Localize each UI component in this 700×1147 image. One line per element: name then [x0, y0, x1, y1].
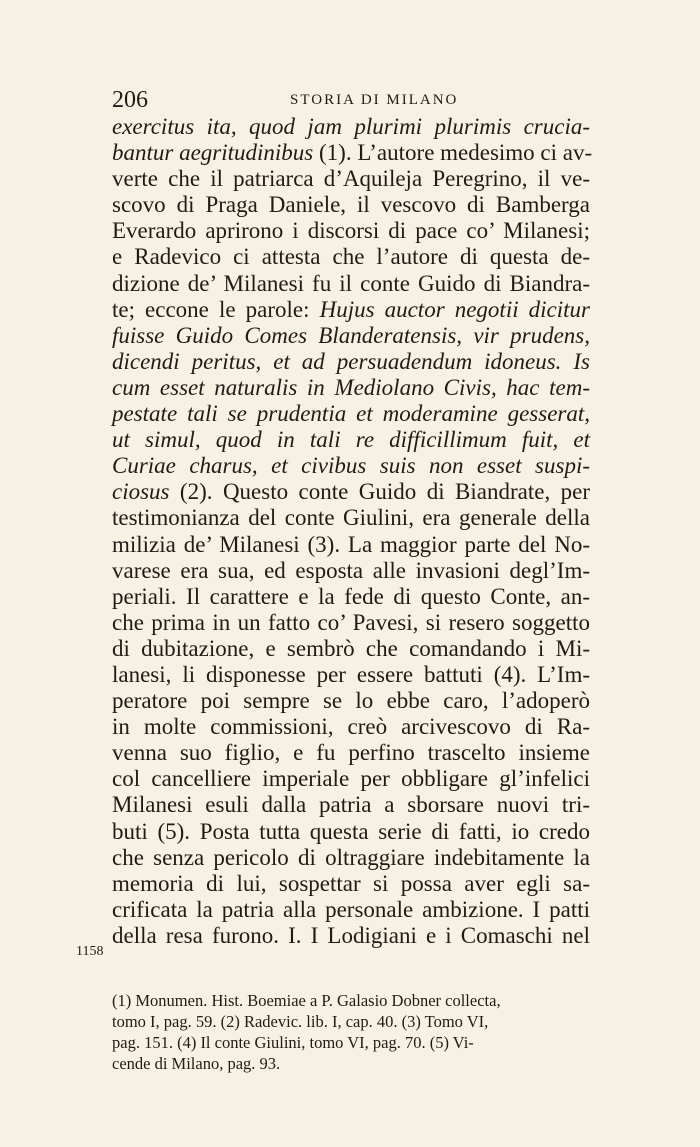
text-line: exercitus ita, quod jam plurimi plurimis crucia- — [112, 114, 590, 139]
text-line: te; eccone le parole: Hujus auctor negotii dicitur — [112, 296, 591, 322]
text-line: testimonianza del conte Giulini, era generale della — [112, 505, 590, 531]
text-line: varese era sua, ed esposta alle invasioni degl’Im- — [112, 557, 590, 583]
text-line: lanesi, li disponesse per essere battuti (4). L’Im- — [112, 661, 590, 687]
main-text — [112, 114, 593, 949]
page-header — [112, 86, 590, 114]
text-line: Curiae charus, et civibus suis non esset suspi- — [112, 453, 590, 479]
text-line: pestate tali se prudentia et moderamine gesserat, — [112, 401, 590, 427]
text-line: milizia de’ Milanesi (3). La maggior parte del No- — [112, 531, 590, 557]
text-line: col cancelliere imperiale per obbligare gl’infelici — [112, 766, 590, 792]
page — [112, 86, 593, 949]
text-line: in molte commissioni, creò arcivescovo di Ra- — [112, 714, 590, 740]
text-line: buti (5). Posta tutta questa serie di fatti, io credo — [112, 818, 590, 844]
text-line: ut simul, quod in tali re difficillimum fuit, et — [112, 427, 590, 453]
text-line: cum esset naturalis in Mediolano Civis, hac tem- — [112, 374, 590, 400]
text-line: venna suo figlio, e fu perfino trascelto insieme — [112, 740, 590, 766]
text-line: bantur aegritudinibus (1). L’autore medesimo ci av- — [112, 140, 593, 166]
running-head: STORIA DI MILANO — [290, 92, 459, 108]
text-line: e Radevico ci attesta che l’autore di questa de- — [112, 244, 590, 270]
footnote-line: (1) Monumen. Hist. Boemiae a P. Galasio Dobner collecta, — [112, 991, 501, 1010]
text-line: della resa furono. I. I Lodigiani e i Comaschi nel — [112, 922, 590, 948]
text-line: scovo di Praga Daniele, il vescovo di Bamberga — [112, 192, 590, 218]
page-number: 206 — [112, 87, 148, 113]
text-line: ciosus (2). Questo conte Guido di Biandrate, per — [112, 479, 590, 505]
footnote-line: pag. 151. (4) Il conte Giulini, tomo VI, pag. 70. (5) Vi- — [112, 1033, 474, 1052]
text-line: di dubitazione, e sembrò che comandando i Mi- — [112, 635, 590, 661]
text-line: peratore poi sempre se lo ebbe caro, l’adoperò — [112, 688, 590, 714]
text-line: dizione de’ Milanesi fu il conte Guido di Biandra- — [112, 270, 590, 296]
text-line: che senza pericolo di oltraggiare indebitamente la — [112, 844, 590, 870]
text-line: verte che il patriarca d’Aquileja Peregrino, il ve- — [112, 166, 590, 192]
footnote-line: tomo I, pag. 59. (2) Radevic. lib. I, cap. 40. (3) Tomo VI, — [112, 1012, 489, 1031]
text-line: che prima in un fatto co’ Pavesi, si resero soggetto — [112, 609, 590, 635]
margin-year-note: 1158 — [76, 944, 104, 959]
text-line: dicendi peritus, et ad persuadendum idoneus. Is — [112, 348, 590, 374]
text-line: Milanesi esuli dalla patria a sborsare nuovi tri- — [112, 792, 590, 818]
text-line: crificata la patria alla personale ambizione. I patti — [112, 896, 590, 922]
text-line: periali. Il carattere e la fede di questo Conte, an- — [112, 583, 590, 609]
text-line: memoria di lui, sospettar si possa aver egli sa- — [112, 870, 590, 896]
text-line: fuisse Guido Comes Blanderatensis, vir prudens, — [112, 322, 590, 348]
footnotes — [112, 990, 590, 1074]
text-line: Everardo aprirono i discorsi di pace co’ Milanesi; — [112, 218, 590, 244]
footnote-line: cende di Milano, pag. 93. — [112, 1054, 281, 1073]
